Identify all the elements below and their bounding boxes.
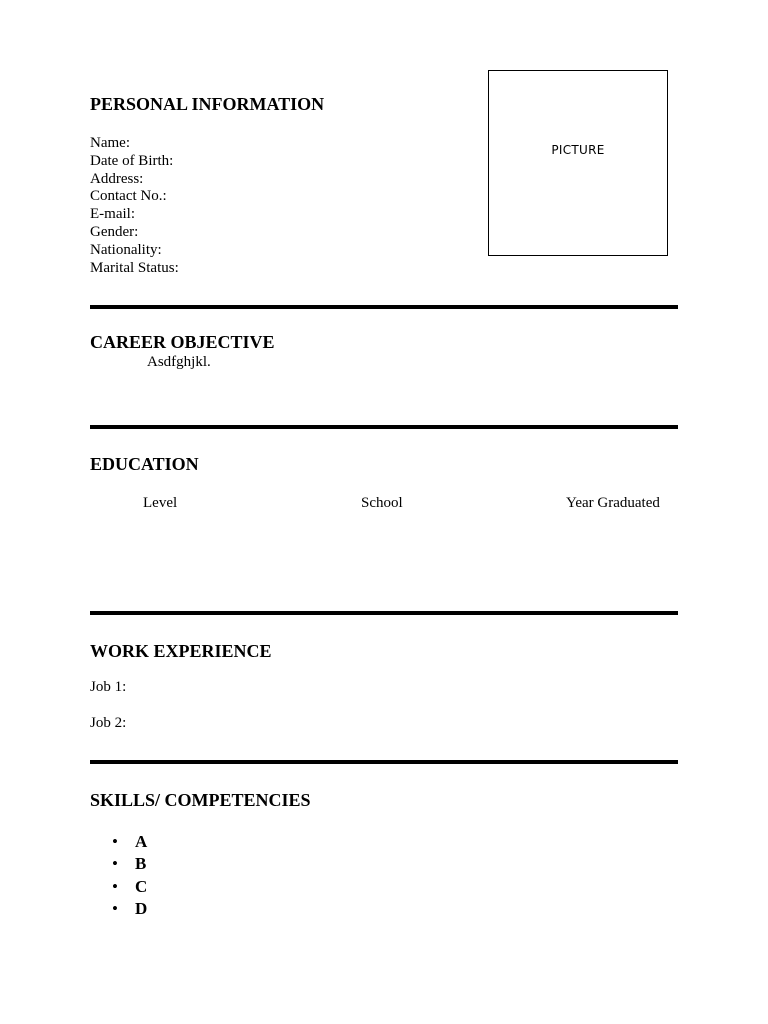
skill-item: • D — [90, 898, 147, 920]
field-nationality-label: Nationality: — [90, 241, 162, 258]
picture-label: PICTURE — [551, 143, 605, 157]
education-heading: EDUCATION — [90, 454, 199, 474]
career-objective-text: Asdfghjkl. — [147, 354, 211, 370]
skill-item: • C — [90, 876, 147, 898]
picture-placeholder — [488, 70, 668, 256]
education-column-year-graduated: Year Graduated — [566, 495, 660, 511]
section-divider — [90, 425, 678, 429]
skill-item: • A — [90, 831, 147, 853]
skills-heading: SKILLS/ COMPETENCIES — [90, 790, 311, 810]
personal-field-list — [90, 135, 179, 277]
education-column-level: Level — [143, 495, 178, 511]
section-divider — [90, 305, 678, 309]
field-date-of-birth-label: Date of Birth: — [90, 152, 174, 169]
education-column-school: School — [361, 495, 403, 511]
career-objective-heading: CAREER OBJECTIVE — [90, 332, 275, 352]
section-divider — [90, 760, 678, 764]
field-gender-label: Gender: — [90, 223, 139, 240]
field-address-label: Address: — [90, 170, 144, 187]
section-divider — [90, 611, 678, 615]
field-marital-status-label: Marital Status: — [90, 259, 179, 276]
job-2-label: Job 2: — [90, 715, 127, 731]
field-email-label: E-mail: — [90, 206, 135, 223]
skill-item: • B — [90, 853, 147, 875]
job-1-label: Job 1: — [90, 679, 127, 695]
work-experience-heading: WORK EXPERIENCE — [90, 641, 272, 661]
field-name-label: Name: — [90, 135, 130, 151]
skills-list — [90, 831, 147, 920]
personal-information-heading: PERSONAL INFORMATION — [90, 94, 325, 114]
field-contact-label: Contact No.: — [90, 188, 167, 205]
